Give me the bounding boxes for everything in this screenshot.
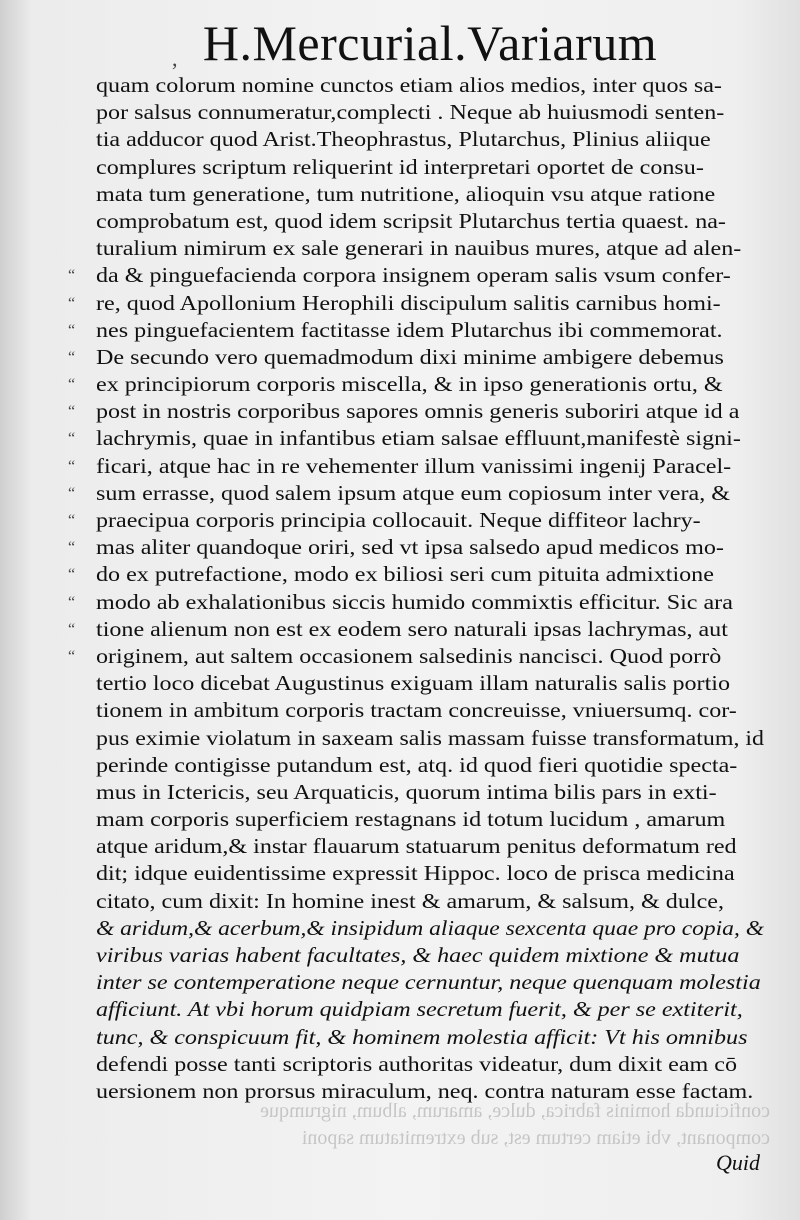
text-line	[96, 72, 766, 99]
text-line	[96, 996, 766, 1023]
line-text: do ex putrefactione, modo ex biliosi seri cum pituita admixtione	[96, 562, 714, 587]
marginal-quote-mark: “	[68, 267, 76, 285]
line-text: dit; idque euidentissime expressit Hippoc. loco de prisca medicina	[96, 861, 735, 886]
text-line	[96, 725, 766, 752]
text-line	[96, 806, 766, 833]
text-line	[68, 425, 766, 452]
line-text: uersionem non prorsus miraculum, neq. contra naturam esse factam.	[96, 1078, 754, 1103]
marginal-quote-mark: “	[68, 376, 76, 394]
text-line	[68, 344, 766, 371]
line-text: sum errasse, quod salem ipsum atque eum copiosum inter vera, &	[96, 480, 730, 505]
marginal-quote-mark: “	[68, 457, 76, 475]
text-line	[96, 235, 766, 262]
line-text: viribus varias habent facultates, & haec quidem mixtione & mutua	[96, 943, 740, 967]
text-line	[68, 616, 766, 643]
marginal-quote-mark: “	[68, 348, 76, 366]
text-line	[96, 779, 766, 806]
line-text: mus in Ictericis, seu Arquaticis, quorum intima bilis pars in exti-	[96, 779, 717, 804]
text-line	[96, 752, 766, 779]
line-text: defendi posse tanti scriptoris authoritas videatur, dum dixit eam cō	[96, 1051, 738, 1076]
line-text: perinde contigisse putandum est, atq. id quod fieri quotidie specta-	[96, 752, 738, 777]
line-text: re, quod Apollonium Herophili discipulum salitis carnibus homi-	[96, 290, 721, 315]
text-line	[96, 154, 766, 181]
line-text: post in nostris corporibus sapores omnis generis suboriri atque id a	[96, 399, 740, 424]
marginal-quote-mark: “	[68, 430, 76, 448]
text-line	[96, 181, 766, 208]
body-text	[68, 72, 766, 1105]
marginal-quote-mark: “	[68, 593, 76, 611]
line-text: tertio loco dicebat Augustinus exiguam illam naturalis salis portio	[96, 671, 731, 696]
line-text: modo ab exhalationibus siccis humido commixtis efficitur. Sic ara	[96, 589, 733, 614]
marginal-quote-mark: “	[68, 321, 76, 339]
line-text: tione alienum non est ex eodem sero naturali ipsas lachrymas, aut	[96, 616, 728, 641]
line-text: por salsus connumeratur,complecti . Neque ab huiusmodi senten-	[96, 100, 725, 125]
text-line	[96, 126, 766, 153]
text-line	[68, 507, 766, 534]
page-header	[0, 12, 800, 74]
text-line	[96, 99, 766, 126]
line-text: originem, aut saltem occasionem salsedinis nancisci. Quod porrò	[96, 643, 722, 668]
line-text: De secundo vero quemadmodum dixi minime ambigere debemus	[96, 344, 724, 369]
line-text: tia adducor quod Arist.Theophrastus, Plutarchus, Plinius aliique	[96, 127, 711, 152]
text-line	[68, 534, 766, 561]
text-line	[68, 317, 766, 344]
text-line	[96, 670, 766, 697]
text-line	[96, 860, 766, 887]
text-line	[68, 262, 766, 289]
line-text: ficari, atque hac in re vehementer illum vanissimi ingenij Paracel-	[96, 453, 732, 478]
text-line	[96, 697, 766, 724]
text-line	[68, 371, 766, 398]
line-text: atque aridum,& instar flauarum statuarum penitus deformatum red	[96, 834, 737, 859]
line-text: mam corporis superficiem restagnans id totum lucidum , amarum	[96, 807, 726, 832]
text-line	[68, 453, 766, 480]
marginal-quote-mark: “	[68, 539, 76, 557]
marginal-quote-mark: “	[68, 403, 76, 421]
line-text: mata tum generatione, tum nutritione, alioquin vsu atque ratione	[96, 181, 716, 206]
line-text: da & pinguefacienda corpora insignem operam salis vsum confer-	[96, 263, 731, 288]
line-text: inter se contemperatione neque cernuntur, neque quenquam molestia	[96, 970, 761, 995]
text-line	[68, 589, 766, 616]
line-text: complures scriptum reliquerint id interpretari oportet de consu-	[96, 154, 704, 179]
text-line	[96, 1051, 766, 1078]
text-line	[68, 643, 766, 670]
line-text: nes pinguefacientem factitasse idem Plutarchus ibi commemorat.	[96, 317, 723, 342]
line-text: tunc, & conspicuum fit, & hominem molestia afficit: Vt his omnibus	[96, 1024, 748, 1049]
text-line	[96, 915, 766, 942]
marginal-quote-mark: “	[68, 566, 76, 584]
marginal-quote-mark: “	[68, 294, 76, 312]
text-line	[96, 969, 766, 996]
line-text: comprobatum est, quod idem scripsit Plutarchus tertia quaest. na-	[96, 208, 726, 233]
marginal-quote-mark: “	[68, 484, 76, 502]
text-line	[68, 290, 766, 317]
marginal-quote-mark: “	[68, 620, 76, 638]
line-text: ex principiorum corporis miscella, & in ipso generationis ortu, &	[96, 372, 723, 397]
marginal-quote-mark: “	[68, 647, 76, 665]
line-text: tionem in ambitum corporis tractam concreuisse, vniuersumq. cor-	[96, 698, 737, 723]
text-line	[68, 480, 766, 507]
line-text: citato, cum dixit: In homine inest & amarum, & salsum, & dulce,	[96, 888, 724, 913]
text-line	[96, 208, 766, 235]
text-line	[68, 398, 766, 425]
header-ornament: ,	[172, 46, 178, 71]
line-text: lachrymis, quae in infantibus etiam salsae effluunt,manifestè signi-	[96, 426, 741, 451]
text-line	[68, 561, 766, 588]
line-text: pus eximie violatum in saxeam salis massam fuisse transformatum, id	[96, 725, 764, 750]
marginal-quote-mark: “	[68, 512, 76, 529]
line-text: mas aliter quandoque oriri, sed vt ipsa salsedo apud medicos mo-	[96, 535, 724, 560]
line-text: afficiunt. At vbi horum quidpiam secretum fuerit, & per se extiterit,	[96, 997, 743, 1022]
text-line	[96, 888, 766, 915]
text-line	[96, 1024, 766, 1051]
line-text: quam colorum nomine cunctos etiam alios medios, inter quos sa-	[96, 73, 722, 97]
catchword: Quid	[716, 1150, 760, 1175]
line-text: praecipua corporis principia collocauit. Neque diffiteor lachry-	[96, 508, 701, 532]
running-title: H.Mercurial.Variarum	[202, 15, 658, 71]
line-text: turalium nimirum ex sale generari in nauibus mures, atque ad alen-	[96, 236, 742, 261]
bleed-through-text: conficiunda hominis fabrica, dulce, amarum, album, nigrumque componant, vbi etiam certum est, sub extremitatum saponi	[260, 1100, 770, 1149]
line-text: & aridum,& acerbum,& insipidum aliaque sexcenta quae pro copia, &	[96, 915, 764, 940]
text-line	[96, 942, 766, 969]
text-line	[96, 833, 766, 860]
